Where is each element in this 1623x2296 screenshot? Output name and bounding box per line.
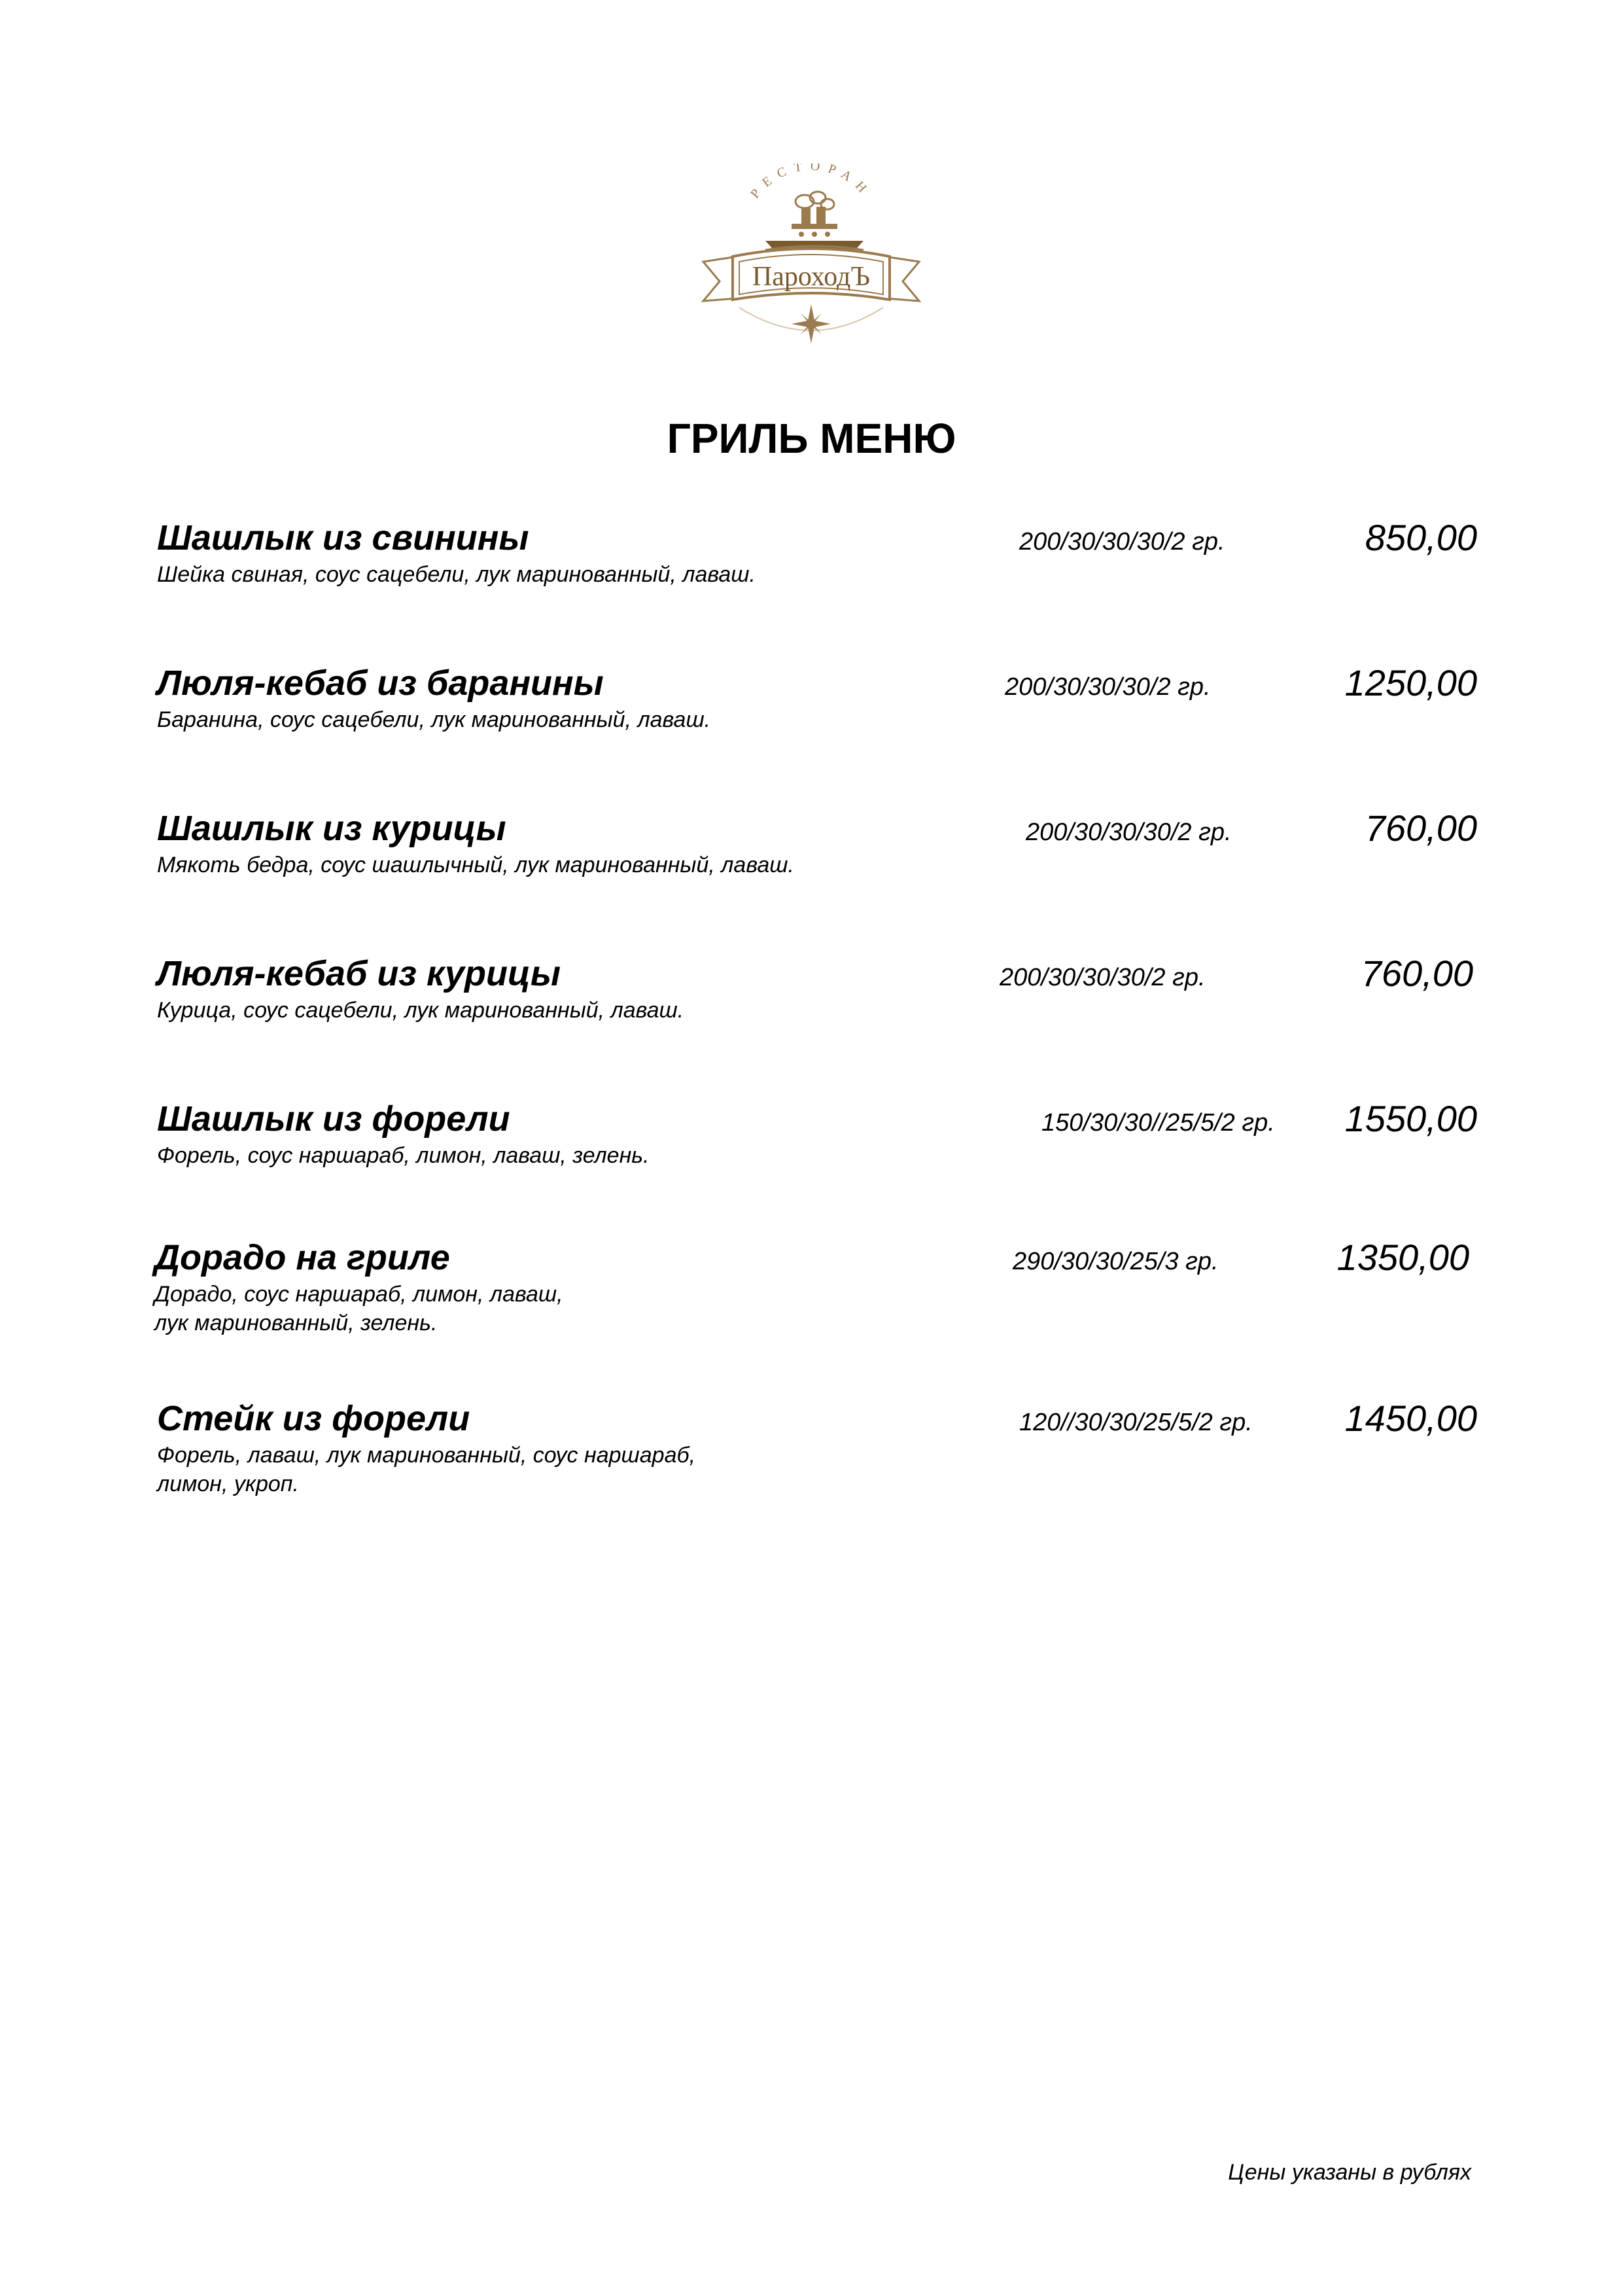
menu-item: [0, 1237, 1623, 1335]
dish-description-line: Форель, лаваш, лук маринованный, соус наршараб,: [157, 1443, 696, 1468]
dish-weight: 200/30/30/30/2 гр.: [1000, 964, 1206, 991]
dish-price: 850,00: [1365, 517, 1477, 558]
dish-description: [157, 705, 1073, 734]
dish-description: [157, 1441, 1073, 1498]
dish-name: Дорадо на гриле: [154, 1238, 450, 1277]
menu-item: [0, 517, 1623, 609]
logo-name: ПароходЪ: [752, 262, 871, 292]
dish-name: Стейк из форели: [157, 1399, 470, 1438]
dish-description-line: Шейка свиная, соус сацебели, лук маринованный, лаваш.: [157, 562, 756, 587]
dish-name: Шашлык из форели: [157, 1099, 510, 1139]
steamship-compass-icon: [693, 164, 929, 347]
dish-weight: 150/30/30//25/5/2 гр.: [1041, 1109, 1275, 1137]
dish-price: 1250,00: [1344, 662, 1477, 703]
footer-note: Цены указаны в рублях: [1228, 2160, 1471, 2185]
dish-description-line: Баранина, соус сацебели, лук маринованный, лаваш.: [157, 707, 711, 732]
dish-price: 1550,00: [1344, 1098, 1477, 1139]
dish-description-line: лимон, укроп.: [157, 1472, 299, 1496]
dish-description-line: Мякоть бедра, соус шашлычный, лук маринованный, лаваш.: [157, 853, 794, 877]
dish-description: [157, 996, 1073, 1025]
dish-description-line: Дорадо, соус наршараб, лимон, лаваш,: [154, 1282, 563, 1307]
menu-item: [0, 1098, 1623, 1190]
dish-name: Люля-кебаб из курицы: [157, 954, 561, 993]
restaurant-logo: [693, 164, 929, 347]
dish-weight: 200/30/30/30/2 гр.: [1026, 819, 1232, 846]
dish-description: [157, 1141, 1073, 1170]
dish-description-line: лук маринованный, зелень.: [154, 1311, 438, 1335]
menu-item: [0, 953, 1623, 1044]
dish-weight: 120//30/30/25/5/2 гр.: [1019, 1409, 1253, 1436]
logo-top-text: РЕСТОРАН: [748, 164, 875, 202]
dish-weight: 200/30/30/30/2 гр.: [1005, 673, 1211, 701]
menu-item: [0, 807, 1623, 899]
dish-description: [157, 851, 1073, 879]
dish-price: 1450,00: [1344, 1398, 1477, 1439]
menu-item: [0, 1398, 1623, 1496]
dish-weight: 200/30/30/30/2 гр.: [1019, 528, 1225, 556]
dish-name: Шашлык из курицы: [157, 809, 506, 848]
dish-price: 1350,00: [1336, 1237, 1469, 1278]
dish-price: 760,00: [1361, 953, 1473, 994]
dish-description-line: Курица, соус сацебели, лук маринованный, лаваш.: [157, 998, 684, 1023]
dish-description: [154, 1280, 1070, 1337]
dish-description-line: Форель, соус наршараб, лимон, лаваш, зелень.: [157, 1143, 650, 1168]
dish-name: Люля-кебаб из баранины: [157, 663, 604, 703]
dish-weight: 290/30/30/25/3 гр.: [1013, 1248, 1219, 1275]
page-title: ГРИЛЬ МЕНЮ: [667, 415, 956, 462]
dish-description: [157, 560, 1073, 589]
dish-name: Шашлык из свинины: [157, 518, 529, 557]
dish-price: 760,00: [1365, 807, 1477, 849]
menu-item: [0, 662, 1623, 754]
